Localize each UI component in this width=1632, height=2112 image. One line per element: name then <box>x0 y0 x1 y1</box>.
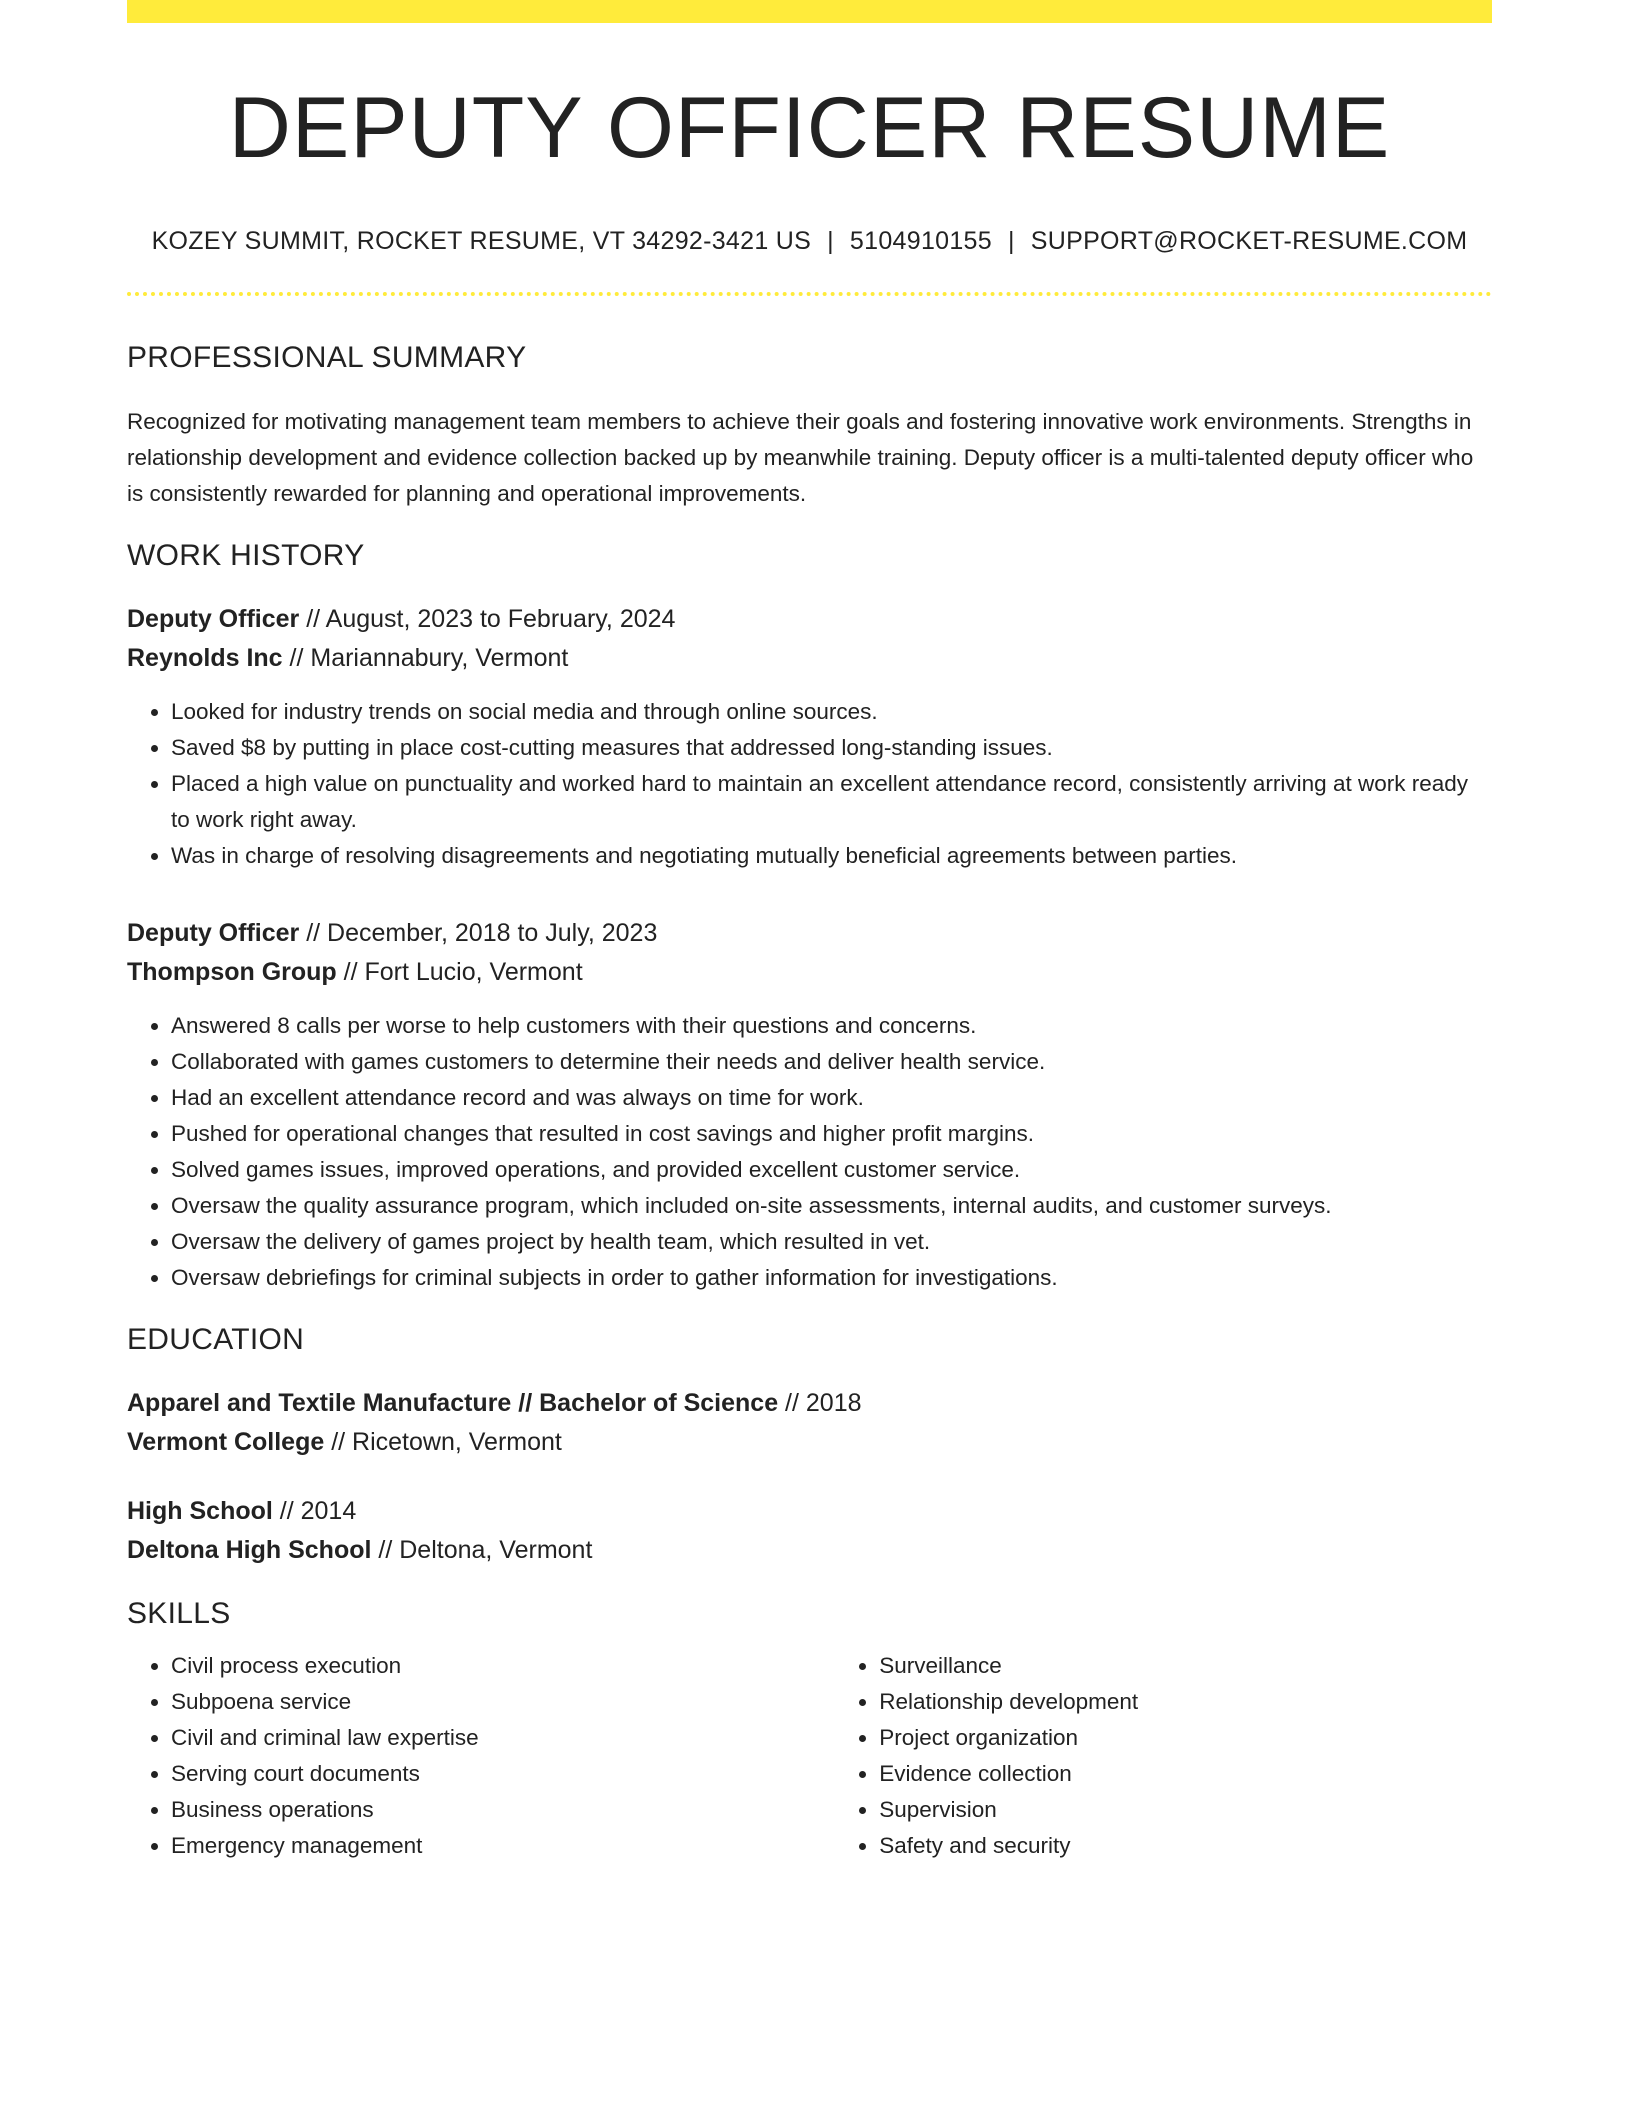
contact-separator: | <box>1007 227 1015 255</box>
education-degree: High School <box>127 1497 273 1525</box>
education-school-line <box>127 1531 1492 1570</box>
job-bullet: • Was in charge of resolving disagreements and negotiating mutually beneficial agreements between parties. <box>171 838 1492 874</box>
resume-title: DEPUTY OFFICER RESUME <box>228 80 1391 176</box>
work-history-heading: WORK HISTORY <box>127 539 365 572</box>
summary-heading: PROFESSIONAL SUMMARY <box>127 341 527 374</box>
contact-address: KOZEY SUMMIT, ROCKET RESUME, VT 34292-3421 US <box>151 227 812 255</box>
job-entry <box>127 600 1492 874</box>
skill-item: • Relationship development <box>879 1684 1492 1720</box>
contact-separator: | <box>827 227 834 255</box>
job-location: // Mariannabury, Vermont <box>282 644 569 672</box>
education-degree-line <box>127 1492 1492 1531</box>
education-location: // Ricetown, Vermont <box>324 1428 562 1456</box>
education-school: Vermont College <box>127 1428 325 1456</box>
education-degree: Apparel and Textile Manufacture // Bachelor of Science <box>127 1389 779 1417</box>
skill-item: • Subpoena service <box>171 1684 835 1720</box>
skill-item: • Business operations <box>171 1792 835 1828</box>
dotted-divider <box>127 292 1492 296</box>
job-bullet: • Looked for industry trends on social media and through online sources. <box>171 694 1492 730</box>
contact-phone: 5104910155 <box>849 227 992 255</box>
skill-item: • Civil and criminal law expertise <box>171 1720 835 1756</box>
skill-item: • Serving court documents <box>171 1756 835 1792</box>
education-school-line <box>127 1423 1492 1462</box>
skills-list-left <box>127 1648 835 1864</box>
job-title-line <box>127 600 1492 639</box>
job-dates: // December, 2018 to July, 2023 <box>299 919 658 947</box>
education-degree-line <box>127 1384 1492 1423</box>
skills-columns <box>127 1648 1492 1864</box>
skill-item: • Surveillance <box>879 1648 1492 1684</box>
job-company: Thompson Group <box>127 958 337 986</box>
job-bullets <box>127 1008 1492 1296</box>
skills-list-right <box>835 1648 1492 1864</box>
skill-item: • Safety and security <box>879 1828 1492 1864</box>
job-company-line <box>127 953 1492 992</box>
job-location: // Fort Lucio, Vermont <box>336 958 583 986</box>
job-bullet: • Answered 8 calls per worse to help customers with their questions and concerns. <box>171 1008 1492 1044</box>
job-bullet: • Oversaw debriefings for criminal subjects in order to gather information for investigations. <box>171 1260 1492 1296</box>
education-year: // 2018 <box>778 1389 862 1417</box>
job-entry <box>127 914 1492 1296</box>
job-bullets <box>127 694 1492 874</box>
education-school: Deltona High School <box>127 1536 372 1564</box>
education-entry <box>127 1492 1492 1570</box>
job-company: Reynolds Inc <box>127 644 283 672</box>
job-bullet: • Pushed for operational changes that resulted in cost savings and higher profit margins. <box>171 1116 1492 1152</box>
job-title: Deputy Officer <box>127 605 300 633</box>
job-bullet: • Solved games issues, improved operations, and provided excellent customer service. <box>171 1152 1492 1188</box>
skill-item: • Civil process execution <box>171 1648 835 1684</box>
education-year: // 2014 <box>272 1497 357 1525</box>
skill-item: • Project organization <box>879 1720 1492 1756</box>
education-entry <box>127 1384 1492 1462</box>
resume-content <box>127 0 1492 1864</box>
job-dates: // August, 2023 to February, 2024 <box>299 605 676 633</box>
summary-text: Recognized for motivating management team members to achieve their goals and fostering innovative work environments. Strengths in relationship development and evidence collection backed up by meanwhile training. Deputy officer is a multi-talented deputy officer who is consistently rewarded for planning and operational improvements. <box>127 409 1474 506</box>
skill-item: • Emergency management <box>171 1828 835 1864</box>
job-title: Deputy Officer <box>127 919 300 947</box>
job-bullet: • Oversaw the delivery of games project by health team, which resulted in vet. <box>171 1224 1492 1260</box>
job-bullet: • Placed a high value on punctuality and worked hard to maintain an excellent attendance record, consistently arriving at work ready to work right away. <box>171 766 1492 838</box>
job-bullet: • Had an excellent attendance record and was always on time for work. <box>171 1080 1492 1116</box>
education-location: // Deltona, Vermont <box>371 1536 593 1564</box>
job-bullet: • Collaborated with games customers to determine their needs and deliver health service. <box>171 1044 1492 1080</box>
skill-item: • Evidence collection <box>879 1756 1492 1792</box>
skill-item: • Supervision <box>879 1792 1492 1828</box>
job-bullet: • Saved $8 by putting in place cost-cutting measures that addressed long-standing issues. <box>171 730 1492 766</box>
job-company-line <box>127 639 1492 678</box>
job-title-line <box>127 914 1492 953</box>
skills-heading: SKILLS <box>127 1597 231 1630</box>
contact-email: SUPPORT@ROCKET-RESUME.COM <box>1030 227 1468 255</box>
contact-line <box>127 226 1492 256</box>
job-bullet: • Oversaw the quality assurance program, which included on-site assessments, internal audits, and customer surveys. <box>171 1188 1492 1224</box>
education-heading: EDUCATION <box>127 1323 305 1356</box>
